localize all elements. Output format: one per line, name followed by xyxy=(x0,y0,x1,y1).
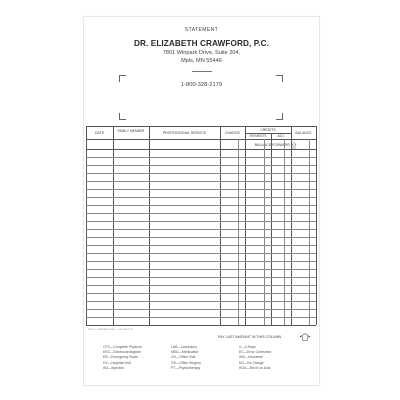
header-family-member: FAMILY MEMBER xyxy=(117,129,145,133)
legend-column-3 xyxy=(239,345,271,371)
column-divider xyxy=(113,126,114,325)
legend-item: ROA—Rec'd on Acct. xyxy=(239,365,272,370)
address-divider xyxy=(192,71,212,72)
header-payments: PAYMENTS xyxy=(249,134,267,138)
phone-number: 1-800-328-2179 xyxy=(180,82,223,88)
table-header-border xyxy=(86,139,316,140)
form-title: STATEMENT xyxy=(184,27,219,33)
legend-item: LAB—Laboratory xyxy=(171,345,198,349)
column-divider xyxy=(86,126,87,325)
header-date: DATE xyxy=(94,131,105,135)
legend-item: EKG—Electrocardiogram xyxy=(103,350,142,355)
address-line-2: Mpls, MN 55446 xyxy=(181,58,222,64)
window-corner-mark xyxy=(119,113,126,120)
credits-sub-rule xyxy=(245,133,291,134)
legend-item: CPX—Complete Physical xyxy=(103,345,142,349)
window-corner-mark xyxy=(119,75,126,82)
legend-item: X—X-Rays xyxy=(239,345,256,349)
legend-item: MED—Medication xyxy=(171,350,199,355)
window-corner-mark xyxy=(276,75,283,82)
legend-item: INJ—Injection xyxy=(103,365,125,370)
column-divider xyxy=(245,126,246,325)
legend-column-2 xyxy=(171,345,201,371)
balance-forward-border xyxy=(86,149,316,150)
column-divider xyxy=(291,126,292,325)
legend-item: EC—Error Correction xyxy=(239,350,272,355)
column-divider xyxy=(316,126,317,325)
table-bottom-border xyxy=(86,325,316,326)
legend-item: OV—Office Visit xyxy=(171,355,196,360)
legend-item: HV—Hospital Visit xyxy=(103,360,131,365)
pay-last-arrow-icon xyxy=(299,333,311,341)
window-corner-mark xyxy=(276,113,283,120)
header-charge: CHARGE xyxy=(225,131,240,135)
column-divider xyxy=(220,126,221,325)
form-fine-print: SITE 5 © SMYRNA FORMS · 1-800-328-2179 xyxy=(88,329,133,331)
legend-item: INS—Insurance xyxy=(239,355,263,360)
header-professional-service: PROFESSIONAL SERVICE xyxy=(162,131,207,135)
statement-form xyxy=(83,16,320,386)
legend-item: PT—Physiotherapy xyxy=(171,365,201,370)
column-divider xyxy=(149,126,150,325)
header-balance: BALANCE xyxy=(295,131,312,135)
legend-item: OS—Office Surgery xyxy=(171,360,201,365)
balance-forward-label: BALANCE FORWARD xyxy=(254,143,290,147)
table-top-border xyxy=(86,126,316,127)
header-credits: CREDITS xyxy=(260,128,276,132)
pay-last-note: PAY LAST AMOUNT IN THIS COLUMN xyxy=(218,335,282,339)
legend-column-1 xyxy=(103,345,141,371)
doctor-name: DR. ELIZABETH CRAWFORD, P.C. xyxy=(133,39,269,48)
address-line-1: 7801 Winpark Drive, Suite 204, xyxy=(162,50,241,56)
legend-item: ER—Emergency Room xyxy=(103,355,139,360)
legend-item: NC—No Charge xyxy=(239,360,264,365)
header-adj: ADJ. xyxy=(277,134,285,138)
